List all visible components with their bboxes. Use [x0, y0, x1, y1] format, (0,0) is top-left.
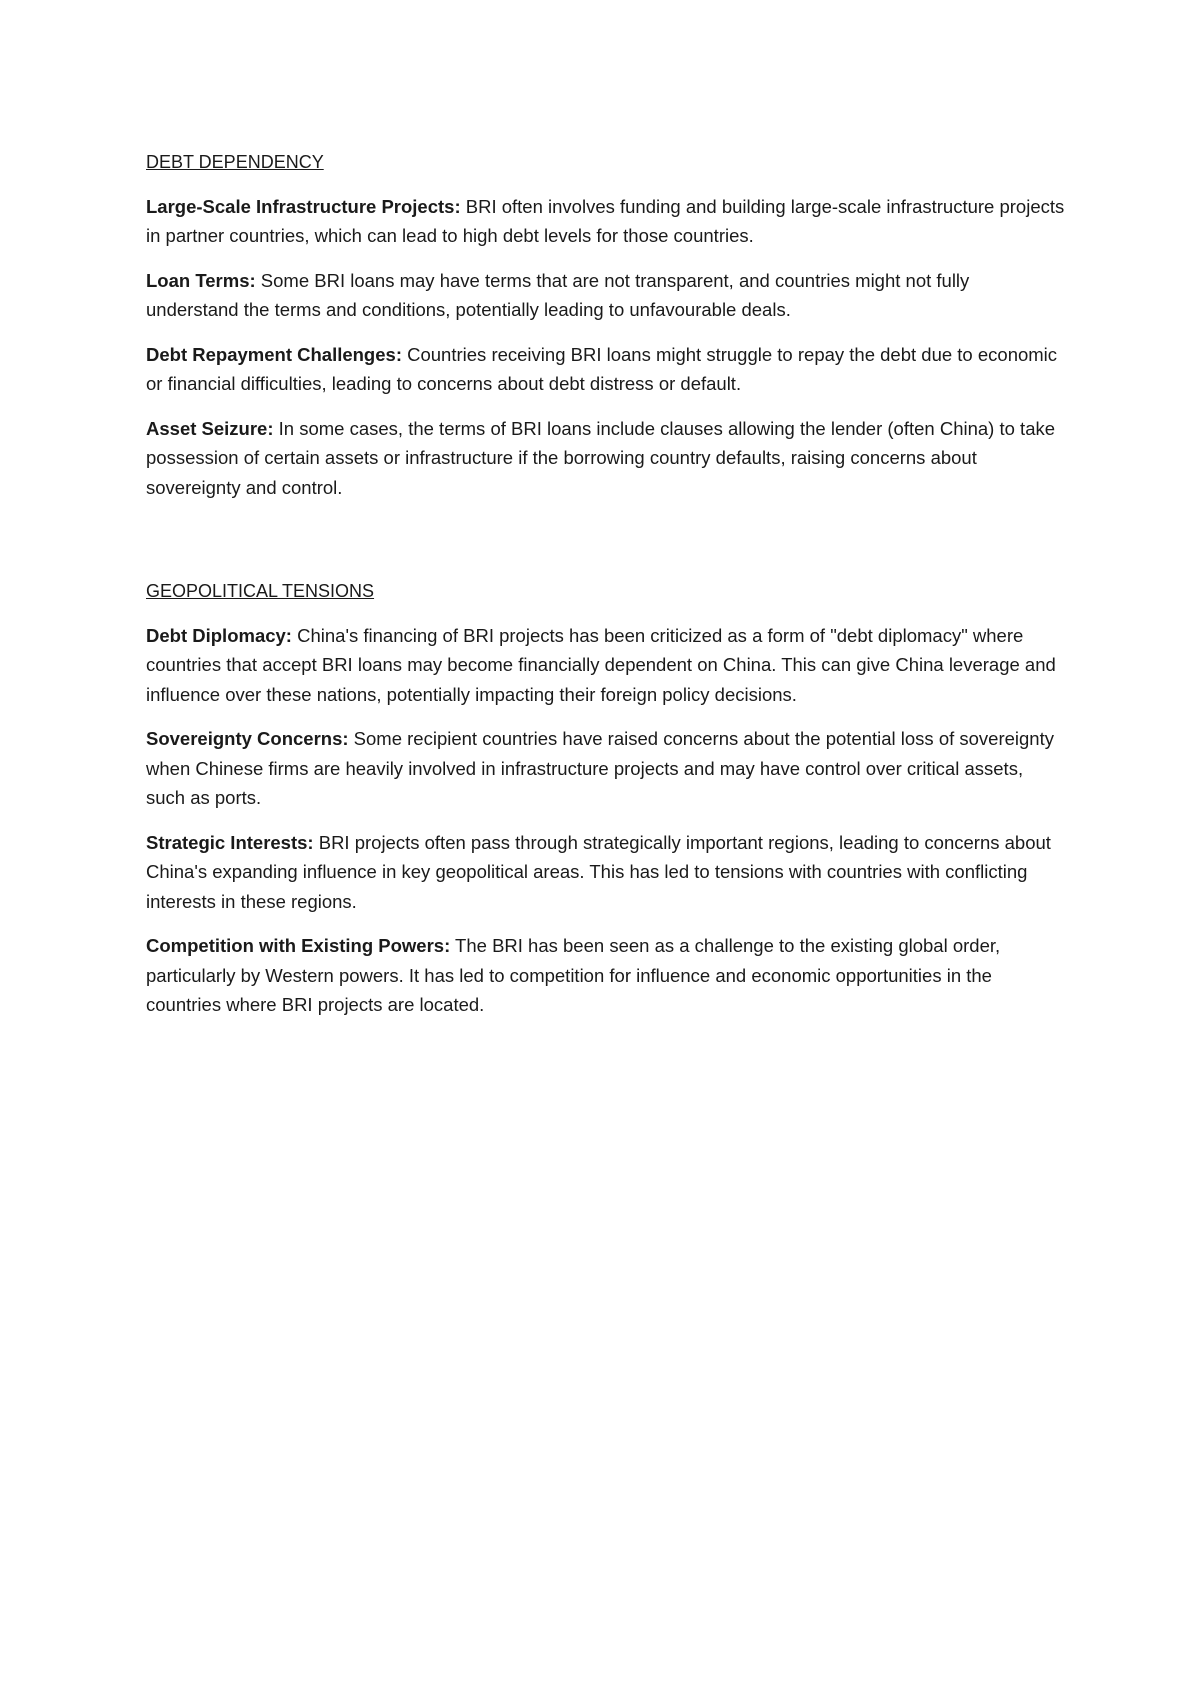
paragraph-text: BRI projects often pass through strategically important regions, leading to concerns about China's expanding influence in key geopolitical areas. This has led to tensions with countries with conflicting interests in these regions.	[146, 831, 1051, 912]
paragraph-term: Large-Scale Infrastructure Projects:	[146, 195, 461, 217]
paragraph-text: China's financing of BRI projects has been criticized as a form of "debt diplomacy" where countries that accept BRI loans may become financially dependent on China. This can give China leverage and influence over these nations, potentially impacting their foreign policy decisions.	[146, 624, 1056, 705]
paragraph-sovereignty-concerns	[146, 724, 1066, 813]
paragraph-text: BRI often involves funding and building large-scale infrastructure projects in partner countries, which can lead to high debt levels for those countries.	[146, 195, 1065, 246]
paragraph-large-scale-infrastructure	[146, 192, 1066, 251]
section-debt-dependency	[146, 148, 1066, 502]
paragraph-text: Some BRI loans may have terms that are not transparent, and countries might not fully understand the terms and conditions, potentially leading to unfavourable deals.	[146, 269, 970, 320]
section-geopolitical-tensions	[146, 577, 1066, 1020]
paragraph-term: Strategic Interests:	[146, 831, 314, 853]
paragraph-text: Some recipient countries have raised concerns about the potential loss of sovereignty when Chinese firms are heavily involved in infrastructure projects and may have control over critical assets, such as ports.	[146, 728, 1054, 808]
document-page	[146, 148, 1066, 1035]
paragraph-loan-terms	[146, 266, 1066, 325]
paragraph-term: Debt Diplomacy:	[146, 624, 292, 646]
paragraph-text: In some cases, the terms of BRI loans include clauses allowing the lender (often China) to take possession of certain assets or infrastructure if the borrowing country defaults, raising concerns about sovereignty and control.	[146, 417, 1056, 498]
section-heading: DEBT DEPENDENCY	[146, 152, 324, 172]
paragraph-asset-seizure	[146, 414, 1066, 503]
section-spacer	[146, 517, 1066, 577]
paragraph-term: Sovereignty Concerns:	[146, 728, 349, 749]
paragraph-debt-diplomacy	[146, 621, 1066, 710]
paragraph-term: Asset Seizure:	[146, 417, 274, 439]
paragraph-debt-repayment-challenges	[146, 340, 1066, 399]
paragraph-term: Debt Repayment Challenges:	[146, 343, 402, 365]
paragraph-term: Competition with Existing Powers:	[146, 935, 451, 956]
paragraph-term: Loan Terms:	[146, 269, 256, 291]
paragraph-competition-existing-powers	[146, 931, 1066, 1020]
paragraph-strategic-interests	[146, 828, 1066, 917]
paragraph-text: The BRI has been seen as a challenge to the existing global order, particularly by Western powers. It has led to competition for influence and economic opportunities in the countries where BRI projects are located.	[146, 935, 1001, 1015]
section-heading: GEOPOLITICAL TENSIONS	[146, 581, 375, 601]
paragraph-text: Countries receiving BRI loans might struggle to repay the debt due to economic or financial difficulties, leading to concerns about debt distress or default.	[146, 343, 1058, 394]
